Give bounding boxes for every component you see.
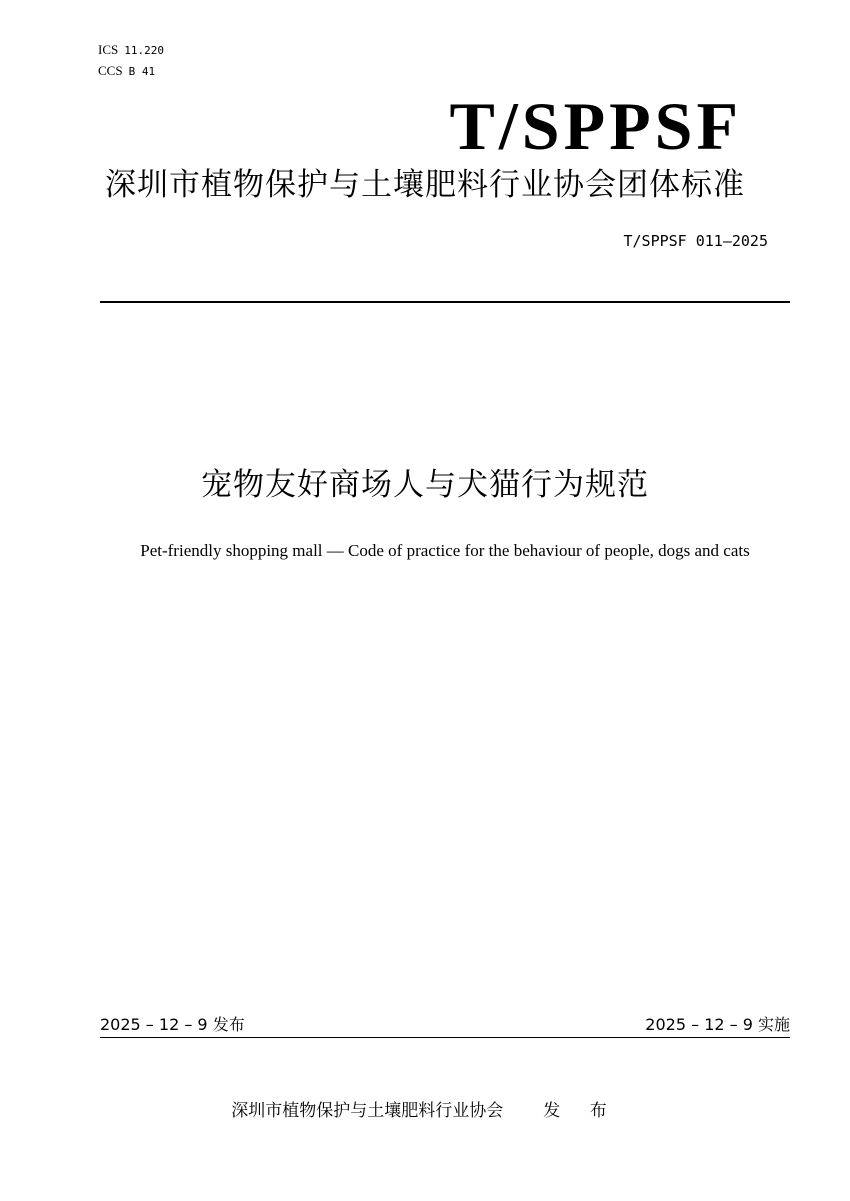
ics-label: ICS — [98, 42, 119, 57]
classification-codes — [98, 40, 164, 82]
header-divider — [100, 301, 790, 303]
issue-date: 2025 – 12 – 9 发布 — [100, 1015, 245, 1034]
ccs-row — [98, 61, 164, 82]
organization-header: 深圳市植物保护与土壤肥料行业协会团体标准 — [105, 167, 745, 203]
ics-row — [98, 40, 164, 61]
document-number: T/SPPSF 011—2025 — [623, 232, 768, 250]
title-chinese: 宠物友好商场人与犬猫行为规范 — [201, 467, 649, 503]
standard-brand-code: T/SPPSF — [449, 88, 742, 164]
publisher-name: 深圳市植物保护与土壤肥料行业协会 — [231, 1101, 504, 1121]
date-divider — [100, 1037, 790, 1038]
ics-value: 11.220 — [124, 44, 164, 57]
title-english: Pet-friendly shopping mall — Code of practice for the behaviour of people, dogs and cats — [140, 541, 750, 560]
publish-action: 发 布 — [543, 1101, 619, 1121]
ccs-value: B 41 — [128, 65, 156, 78]
ccs-label: CCS — [98, 63, 123, 78]
implementation-date: 2025 – 12 – 9 实施 — [645, 1015, 790, 1034]
publisher-line — [0, 1099, 850, 1123]
